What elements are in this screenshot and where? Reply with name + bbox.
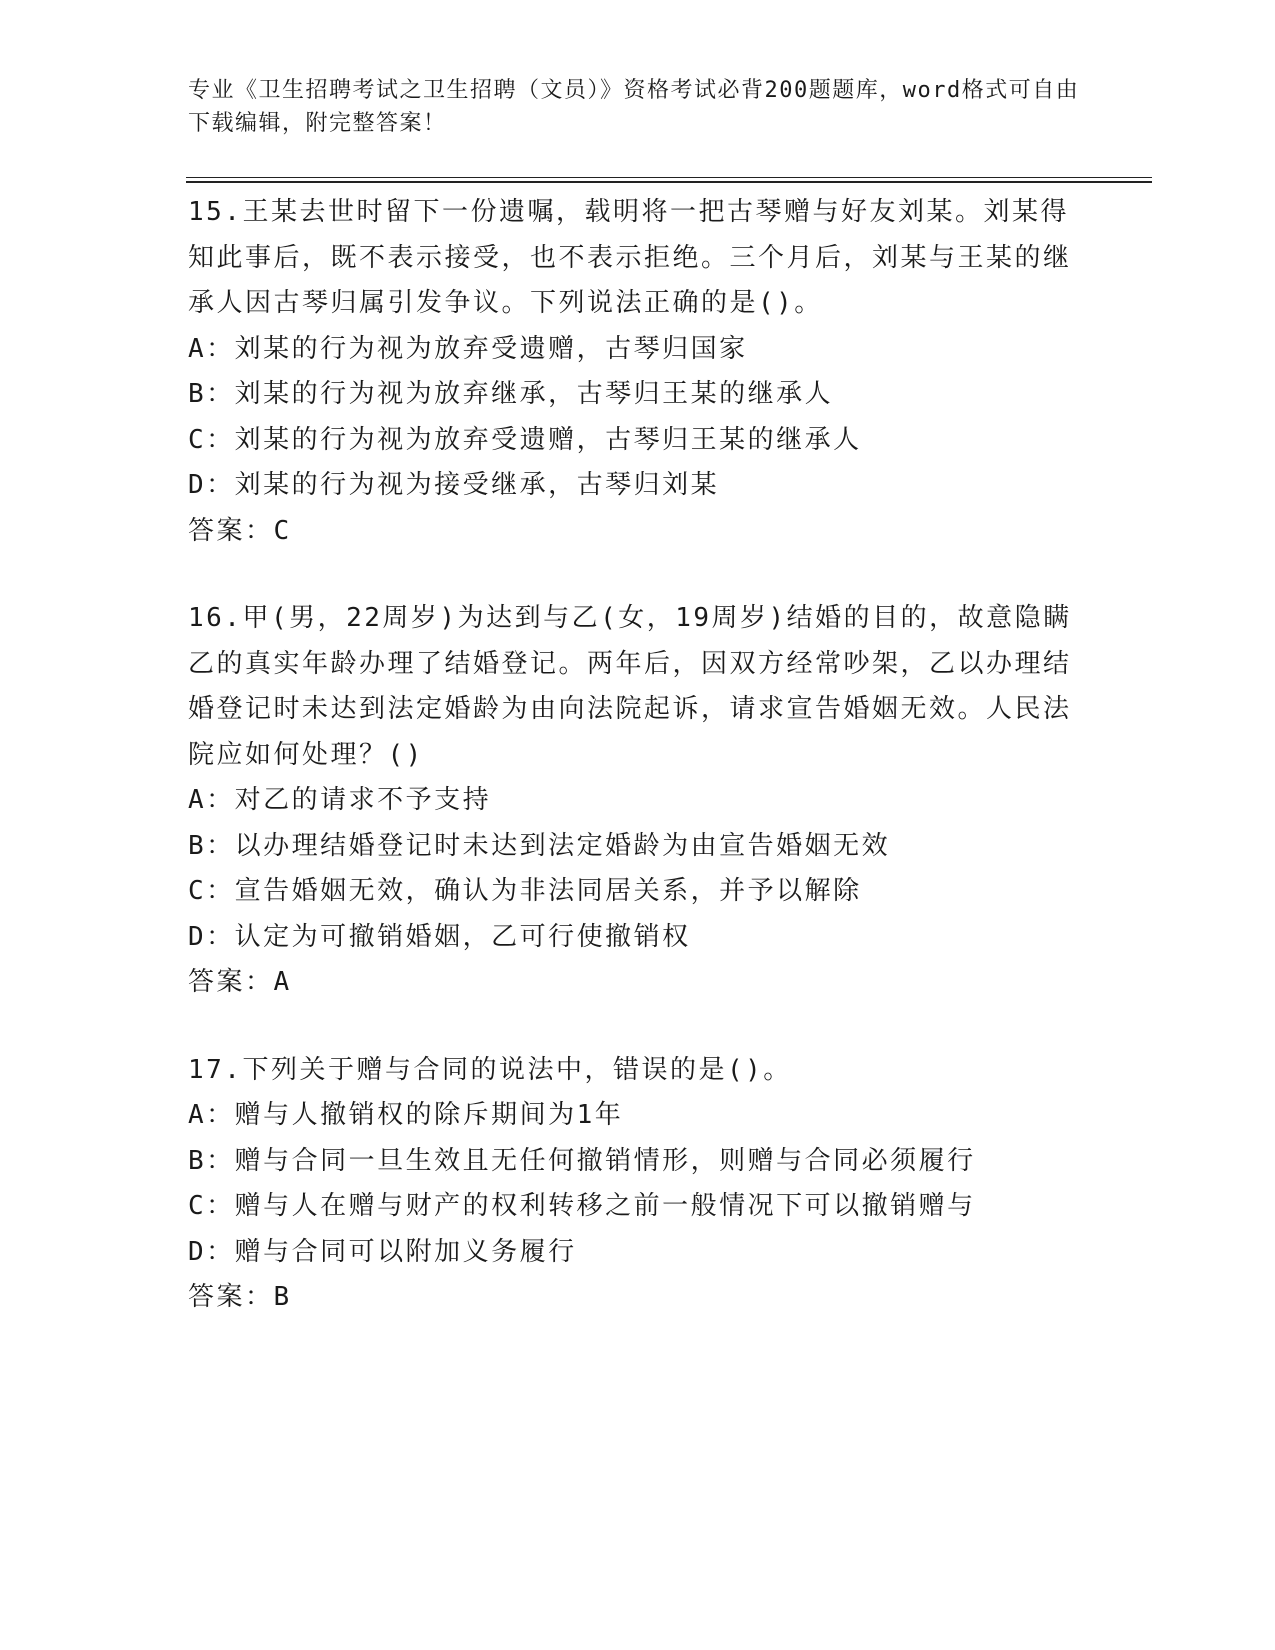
option-c: C：刘某的行为视为放弃受遗赠，古琴归王某的继承人: [188, 424, 862, 455]
question-17: [188, 1048, 1088, 1321]
question-16: [188, 596, 1088, 1006]
option-d: D：赠与合同可以附加义务履行: [188, 1236, 577, 1267]
header-divider-thin: [186, 177, 1152, 178]
header-divider-thick: [186, 181, 1152, 183]
option-a: A：赠与人撤销权的除斥期间为1年: [188, 1100, 624, 1130]
option-c: C：宣告婚姻无效，确认为非法同居关系，并予以解除: [188, 876, 862, 906]
question-stem: 16.甲(男，22周岁)为达到与乙(女，19周岁)结婚的目的，故意隐瞒乙的真实年龄办理了结婚登记。两年后，因双方经常吵架，乙以办理结婚登记时未达到法定婚龄为由向法院起诉，请求宣告婚姻无效。人民法院应如何处理？(): [188, 603, 1072, 770]
option-d: D：刘某的行为视为接受继承，古琴归刘某: [188, 470, 720, 500]
answer-line: 答案：B: [188, 1282, 292, 1312]
header-text: 专业《卫生招聘考试之卫生招聘（文员）》资格考试必背200题题库，word格式可自由下载编辑，附完整答案！: [188, 78, 1080, 136]
option-a: A：刘某的行为视为放弃受遗赠，古琴归国家: [188, 333, 748, 364]
option-a: A：对乙的请求不予支持: [188, 785, 492, 815]
option-b: B：以办理结婚登记时未达到法定婚龄为由宣告婚姻无效: [188, 830, 891, 861]
option-b: B：赠与合同一旦生效且无任何撤销情形，则赠与合同必须履行: [188, 1145, 976, 1176]
question-list: [188, 190, 1088, 1321]
question-15: [188, 190, 1088, 554]
option-c: C：赠与人在赠与财产的权利转移之前一般情况下可以撤销赠与: [188, 1191, 976, 1221]
document-header: [188, 74, 1088, 140]
question-stem: 17.下列关于赠与合同的说法中，错误的是()。: [188, 1054, 792, 1085]
option-d: D：认定为可撤销婚姻，乙可行使撤销权: [188, 921, 691, 952]
question-spacer: [188, 554, 1088, 596]
question-stem: 15.王某去世时留下一份遗嘱，载明将一把古琴赠与好友刘某。刘某得知此事后，既不表示接受，也不表示拒绝。三个月后，刘某与王某的继承人因古琴归属引发争议。下列说法正确的是()。: [188, 197, 1072, 318]
answer-line: 答案：A: [188, 967, 292, 997]
answer-line: 答案：C: [188, 515, 292, 546]
option-b: B：刘某的行为视为放弃继承，古琴归王某的继承人: [188, 379, 834, 409]
question-spacer: [188, 1006, 1088, 1048]
